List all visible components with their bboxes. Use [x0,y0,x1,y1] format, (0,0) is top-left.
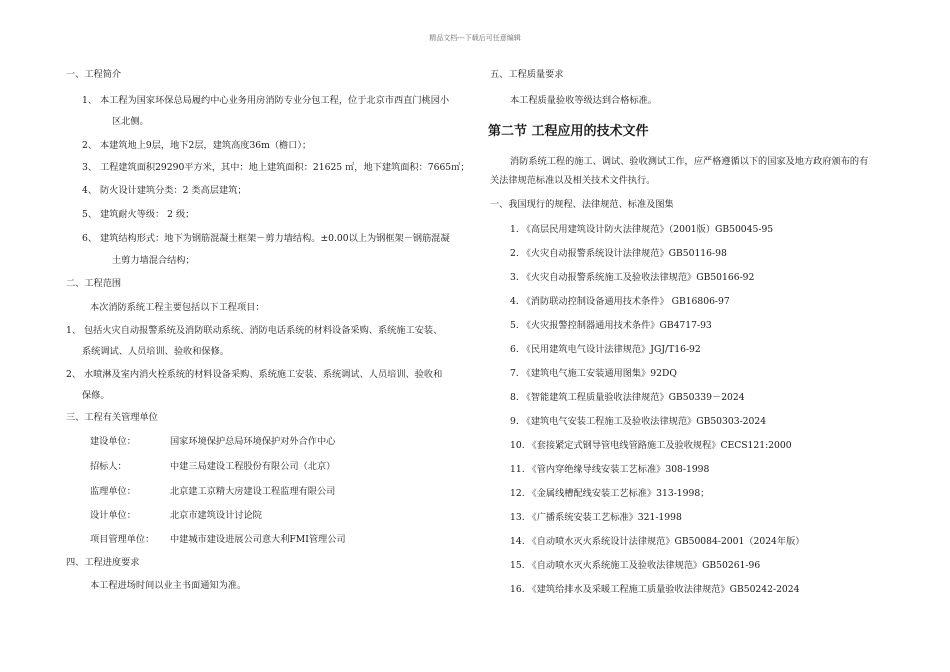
unit-value: 中建城市建设进展公司意大利FMI管理公司 [170,534,346,545]
standard-item: 8. 《智能建筑工程质量验收法律规范》GB50339－2024 [510,392,745,403]
section-title-scope: 二、工程范围 [66,278,122,289]
standard-item: 2. 《火灾自动报警系统设计法律规范》GB50116-98 [510,248,727,259]
overview-item: 5、 建筑耐火等级： 2 级； [82,209,195,220]
scope-intro: 本次消防系统工程主要包括以下工程项目： [90,302,265,313]
unit-value: 中建三局建设工程股份有限公司（北京） [170,461,336,472]
unit-value: 北京市建筑设计讨论院 [170,510,262,521]
standard-item: 3. 《火灾自动报警系统施工及验收法律规范》GB50166-92 [510,272,755,283]
quality-text: 本工程质量验收等级达到合格标准。 [510,95,657,106]
section-title-overview: 一、工程简介 [66,69,122,80]
standard-item: 11. 《管内穿绝缘导线安装工艺标准》308-1998 [510,464,710,475]
scope-item: 2、 水喷淋及室内消火栓系统的材料设备采购、系统施工安装、系统调试、人员培训、验收和 [66,369,443,380]
intro-line: 消防系统工程的施工、调试、验收测试工作，应严格遵循以下的国家及地方政府颁布的有 [510,156,869,167]
intro-line: 关法律规范标准以及相关技术文件执行。 [490,175,656,186]
unit-label: 招标人： [90,461,127,472]
section-title-schedule: 四、工程进度要求 [66,557,140,568]
scope-item: 保修。 [82,390,110,401]
section-title-units: 三、工程有关管理单位 [66,412,158,423]
unit-label: 设计单位： [90,510,136,521]
overview-item: 4、 防火设计建筑分类：2 类高层建筑； [82,185,247,196]
section-heading-tech-docs: 第二节 工程应用的技术文件 [488,124,649,139]
standard-item: 6. 《民用建筑电气设计法律规范》JGJ/T16-92 [510,344,701,355]
standard-item: 10. 《套接紧定式钢导管电线管路施工及验收规程》CECS121:2000 [510,440,792,451]
standard-item: 7. 《建筑电气施工安装通用图集》92DQ [510,368,677,379]
unit-value: 北京建工京精大房建设工程监理有限公司 [170,486,336,497]
overview-item: 1、 本工程为国家环保总局履约中心业务用房消防专业分包工程，位于北京市西直门桃园小 [82,95,450,106]
scope-item: 系统调试、人员培训、验收和保修。 [82,346,229,357]
unit-label: 建设单位： [90,436,136,447]
unit-label: 监理单位： [90,486,136,497]
overview-item: 3、 工程建筑面积29290平方米，其中：地上建筑面积：21625 ㎡，地下建筑面积：7665㎡； [82,162,470,173]
standards-list-title: 一、我国现行的规程、法律规范、标准及图集 [490,199,674,210]
standard-item: 13. 《广播系统安装工艺标准》321-1998 [510,512,682,523]
overview-item: 区北侧。 [112,116,149,127]
standard-item: 4. 《消防联动控制设备通用技术条件》 GB16806-97 [510,296,730,307]
scope-item: 1、 包括火灾自动报警系统及消防联动系统、消防电话系统的材料设备采购、系统施工安装、 [66,325,443,336]
standard-item: 12. 《金属线槽配线安装工艺标准》313-1998； [510,488,710,499]
section-title-quality: 五、工程质量要求 [490,69,564,80]
standard-item: 1. 《高层民用建筑设计防火法律规范》（2001版）GB50045-95 [510,224,774,235]
standard-item: 15. 《自动喷水灭火系统施工及验收法律规范》GB50261-96 [510,560,761,571]
unit-label: 项目管理单位： [90,534,155,545]
standard-item: 9. 《建筑电气安装工程施工及验收法律规范》GB50303-2024 [510,416,767,427]
overview-item: 6、 建筑结构形式：地下为钢筋混凝土框架－剪力墙结构。±0.00以上为钢框架－钢筋混凝 [82,233,450,244]
standard-item: 5. 《火灾报警控制器通用技术条件》GB4717-93 [510,320,712,331]
standard-item: 14. 《自动喷水灭火系统设计法律规范》GB50084-2001（2024年版） [510,536,805,547]
page-header: 精品文档---下载后可任意编辑 [429,34,521,42]
overview-item: 土剪力墙混合结构； [112,255,195,266]
schedule-text: 本工程进场时间以业主书面通知为准。 [90,580,247,591]
unit-value: 国家环境保护总局环境保护对外合作中心 [170,436,336,447]
overview-item: 2、 本建筑地上9层，地下2层，建筑高度36m（檐口）； [82,140,312,151]
standard-item: 16. 《建筑给排水及采暖工程施工质量验收法律规范》GB50242-2024 [510,584,800,595]
